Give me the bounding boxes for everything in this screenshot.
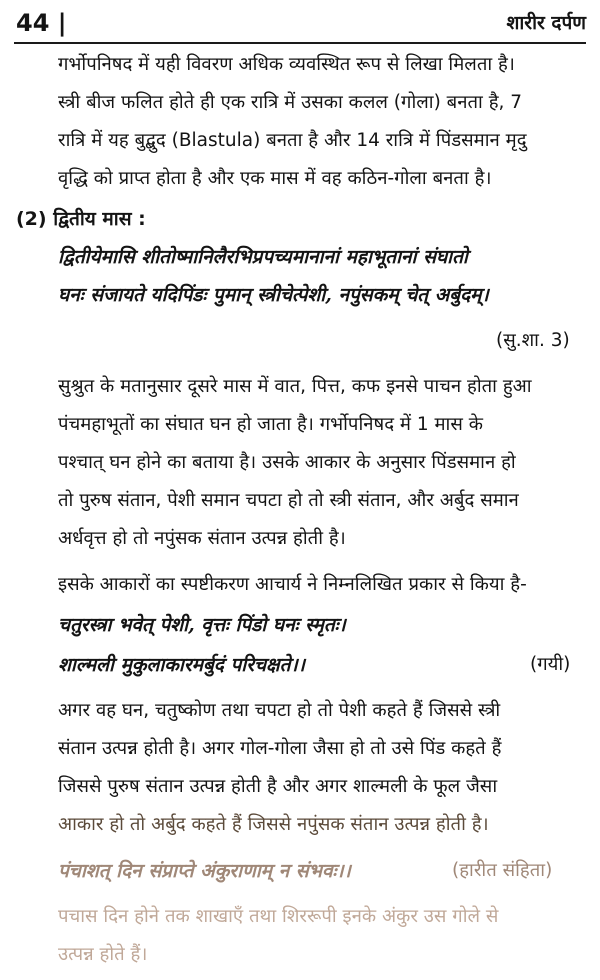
verse-citation: (सु.शा. 3) — [496, 330, 570, 351]
verse-line: घनः संजायते यदिपिंडः पुमान् स्त्रीचेत्पेशी, नपुंसकम् चेत् अर्बुदम्। — [58, 284, 489, 306]
body-line: पचास दिन होने तक शाखाएँ तथा शिररूपी इनके अंकुर उस गोले से — [58, 906, 499, 927]
body-line: स्त्री बीज फलित होते ही एक रात्रि में उसका कलल (गोला) बनता है, 7 — [58, 92, 523, 113]
body-line: अर्धवृत्त हो तो नपुंसक संतान उत्पन्न होती है। — [58, 528, 346, 549]
page-header — [14, 6, 586, 44]
page-number: 44 | — [16, 9, 67, 37]
body-line: आकार हो तो अर्बुद कहते हैं जिससे नपुंसक संतान उत्पन्न होती है। — [58, 814, 489, 835]
verse-line: चतुरस्त्रा भवेत् पेशी, वृत्तः पिंडो घनः स्मृतः। — [58, 614, 346, 636]
body-line: उत्पन्न होते हैं। — [58, 944, 148, 965]
body-line: पश्चात् घन होने का बताया है। उसके आकार के अनुसार पिंडसमान हो — [58, 452, 516, 473]
verse-citation: (गयी) — [530, 654, 571, 675]
body-line: तो पुरुष संतान, पेशी समान चपटा हो तो स्त्री संतान, और अर्बुद समान — [58, 490, 519, 511]
body-line: इसके आकारों का स्पष्टीकरण आचार्य ने निम्नलिखित प्रकार से किया है- — [58, 574, 527, 595]
body-line: अगर वह घन, चतुष्कोण तथा चपटा हो तो पेशी कहते हैं जिससे स्त्री — [58, 700, 501, 721]
running-title: शारीर दर्पण — [506, 12, 586, 34]
verse-citation: (हारीत संहिता) — [452, 860, 553, 881]
body-line: रात्रि में यह बुद्बुद (Blastula) बनता है और 14 रात्रि में पिंडसमान मृदु — [58, 130, 527, 151]
body-line: वृद्धि को प्राप्त होता है और एक मास में वह कठिन-गोला बनता है। — [58, 168, 492, 189]
body-line: जिससे पुरुष संतान उत्पन्न होती है और अगर शाल्मली के फूल जैसा — [58, 776, 498, 797]
section-heading: (2) द्वितीय मास : — [16, 208, 146, 230]
body-line: पंचमहाभूतों का संघात घन हो जाता है। गर्भोपनिषद में 1 मास के — [58, 414, 483, 435]
verse-line: शाल्मली मुकुलाकारमर्बुदं परिचक्षते।। — [58, 654, 305, 676]
body-line: गर्भोपनिषद में यही विवरण अधिक व्यवस्थित रूप से लिखा मिलता है। — [58, 54, 515, 75]
body-line: संतान उत्पन्न होती है। अगर गोल-गोला जैसा हो तो उसे पिंड कहते हैं — [58, 738, 502, 759]
verse-line: पंचाशत् दिन संप्राप्ते अंकुराणाम् न संभवः।। — [58, 860, 351, 882]
body-line: सुश्रुत के मतानुसार दूसरे मास में वात, पित्त, कफ इनसे पाचन होता हुआ — [58, 376, 532, 397]
verse-line: द्वितीयेमासि शीतोष्मानिलैरभिप्रपच्यमानानां महाभूतानां संघातो — [58, 246, 468, 268]
